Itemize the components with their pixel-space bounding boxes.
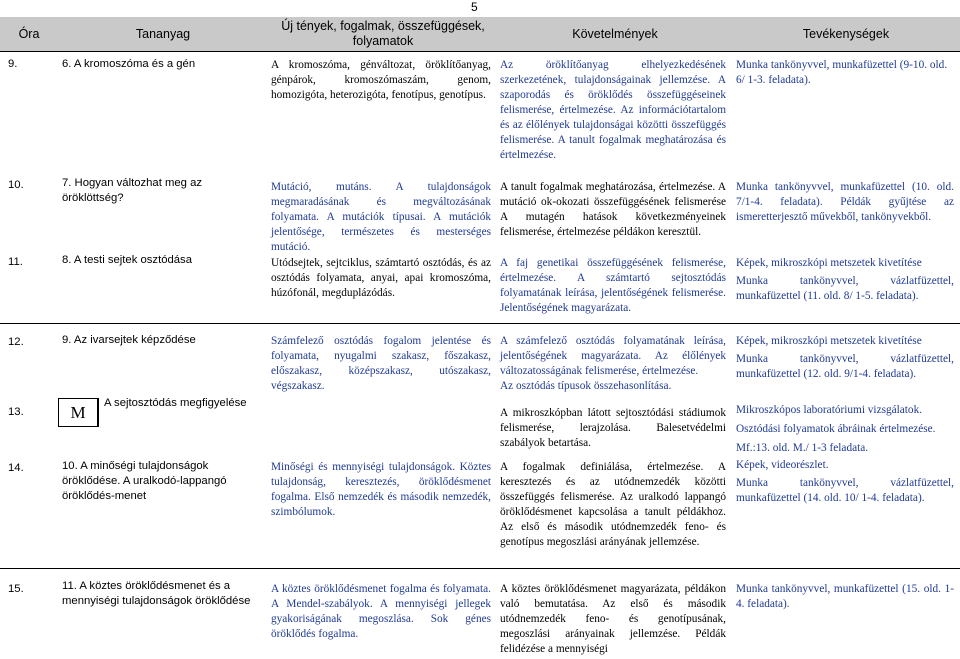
row-kovetelmenyek: A faj genetikai összefüggésének felismerése, értelmezése. A számtartó sejtosztódás folyamatának leírása, jelentőségének felismerése. Jelentőségének magyarázata. — [500, 257, 726, 314]
row-divider — [0, 323, 960, 324]
row-tevekenysegek — [736, 458, 954, 506]
header-tananyag: Tananyag — [58, 17, 268, 51]
row-kovetelmenyek — [500, 334, 726, 394]
page-number: 5 — [471, 0, 478, 14]
row-divider — [0, 568, 960, 569]
header-ora: Óra — [0, 17, 58, 51]
m-marker-divider — [98, 398, 99, 427]
row-kovetelmenyek: A mikroszkópban látott sejtosztódási stádiumok felismerése, lerajzolása. Balesetvédelmi szabályok betartása. — [500, 407, 726, 449]
header-tevekenysegek: Tevékenységek — [732, 17, 960, 51]
row-tananyag: 11. A köztes öröklődésmenet és a mennyiségi tulajdonságok öröklődése — [62, 580, 251, 607]
header-kovetelmenyek: Követelmények — [498, 17, 732, 51]
row-tevekenysegek — [736, 403, 954, 456]
row-ora: 13. — [8, 406, 24, 418]
row-tananyag: 8. A testi sejtek osztódása — [62, 254, 192, 266]
row-tananyag: 10. A minőségi tulajdonságok öröklődése. A uralkodó-lappangó öröklődés-menet — [62, 460, 227, 502]
row-uj-tenyek: A kromoszóma, génváltozat, öröklítőanyag, génpárok, kromoszómaszám, genom, homozigóta, heterozigóta, fenotípus, genotípus. — [271, 59, 491, 101]
tev-line: Képek, mikroszkópi metszetek kivetítése — [736, 257, 922, 269]
tev-line: Osztódási folyamatok ábráinak értelmezése. — [736, 423, 936, 435]
row-uj-tenyek: Számfelező osztódás fogalom jelentése és folyamata, nyugalmi szakasz, főszakasz, előszakasz, középszakasz, utószakasz, végszakasz. — [271, 335, 491, 392]
row-tananyag: A sejtosztódás megfigyelése — [104, 397, 247, 409]
row-tevekenysegek: Munka tankönyvvel, munkafüzettel (9-10. old. 6/ 1-3. feladata). — [736, 59, 948, 86]
row-ora: 10. — [8, 179, 24, 191]
row-tevekenysegek — [736, 256, 954, 304]
row-tananyag: 7. Hogyan változhat meg az öröklöttség? — [62, 177, 203, 204]
tev-line: Képek, videorészlet. — [736, 459, 829, 471]
m-marker: M — [58, 398, 98, 427]
row-tananyag: 6. A kromoszóma és a gén — [62, 58, 196, 70]
row-tananyag: 9. Az ivarsejtek képződése — [62, 334, 196, 346]
row-tevekenysegek: Munka tankönyvvel, munkafüzettel (10. old. 7/1-4. feladata). Példák gyűjtése az ismeretterjesztő művekből, tankönyvekből. — [736, 181, 954, 223]
row-ora: 9. — [8, 58, 18, 70]
row-kovetelmenyek: A fogalmak definiálása, értelmezése. A keresztezés és az utódnemzedék közötti összefüggés felismerése. Az uralkodó lappangó öröklődésmenet kapcsolása a tanult példákhoz. Az első és második utódnemzedék feno- és genotípus megoszlási arányának jellemzése. — [500, 461, 726, 548]
tev-line: Munka tankönyvvel, vázlatfüzettel, munkafüzettel (12. old. 9/1-4. feladata). — [736, 353, 954, 380]
tev-line: Képek, mikroszkópi metszetek kivetítése — [736, 335, 922, 347]
row-ora: 14. — [8, 462, 24, 474]
header-uj-tenyek: Új tények, fogalmak, összefüggések, folyamatok — [268, 17, 498, 51]
row-kovetelmenyek: Az öröklítőanyag elhelyezkedésének szerkezetének, tulajdonságainak jellemzése. A szaporodás és öröklődés összefüggéseinek felismerése, értelmezése. Az információtartalom és az élőlények tulajdonságai közötti összefüggés felismerése. A tanult fogalmak meghatározása és értelmezése. — [500, 59, 726, 161]
tev-line: Mikroszkópos laboratóriumi vizsgálatok. — [736, 404, 923, 416]
row-uj-tenyek: A köztes öröklődésmenet fogalma és folyamata. A Mendel-szabályok. A mennyiségi jellegek gyakoriságának megoszlása. Sok génes öröklődés fogalma. — [271, 583, 491, 640]
tev-line: Munka tankönyvvel, vázlatfüzettel, munkafüzettel (14. old. 10/ 1-4. feladata). — [736, 477, 954, 504]
row-uj-tenyek: Minőségi és mennyiségi tulajdonságok. Köztes tulajdonság, keresztezés, öröklődésmenet fogalma. Első nemzedék és második nemzedék, szimbólumok. — [271, 461, 491, 518]
header-divider — [0, 51, 960, 52]
tev-line: Mf.:13. old. M./ 1-3 feladata. — [736, 442, 869, 454]
kov-line: Az osztódás típusok összehasonlítása. — [500, 380, 672, 392]
row-ora: 12. — [8, 336, 24, 348]
row-kovetelmenyek: A köztes öröklődésmenet magyarázata, példákon való bemutatása. Az első és második utódnemzedék feno- és genotípusának, megoszlási arányainak jellemzése. Példák felidézése a mennyiségi — [500, 583, 726, 655]
row-tevekenysegek — [736, 334, 954, 382]
row-uj-tenyek: Mutáció, mutáns. A tulajdonságok megmaradásának és megváltozásának folyamata. A mutációk típusai. A mutációk jelentősége, természetes és mesterséges mutáció. — [271, 181, 491, 253]
row-ora: 15. — [8, 583, 24, 595]
row-uj-tenyek: Utódsejtek, sejtciklus, számtartó osztódás, és az osztódás folyamata, anyai, apai kromoszóma, húzófonál, megduplázódás. — [271, 257, 491, 299]
row-kovetelmenyek: A tanult fogalmak meghatározása, értelmezése. A mutáció ok-okozati összefüggésének felismerése A mutagén hatások következményeinek felismerése, értelmezése példákon keresztül. — [500, 181, 726, 238]
row-tevekenysegek: Munka tankönyvvel, munkafüzettel (15. old. 1-4. feladata). — [736, 583, 954, 610]
tev-line: Munka tankönyvvel, vázlatfüzettel, munkafüzettel (11. old. 8/ 1-5. feladata). — [736, 275, 954, 302]
kov-line: A számfelező osztódás folyamatának leírása, jelentőségének magyarázata. Az élőlények változatosságának felismerése, értelmezése. — [500, 335, 726, 377]
row-ora: 11. — [8, 256, 23, 268]
